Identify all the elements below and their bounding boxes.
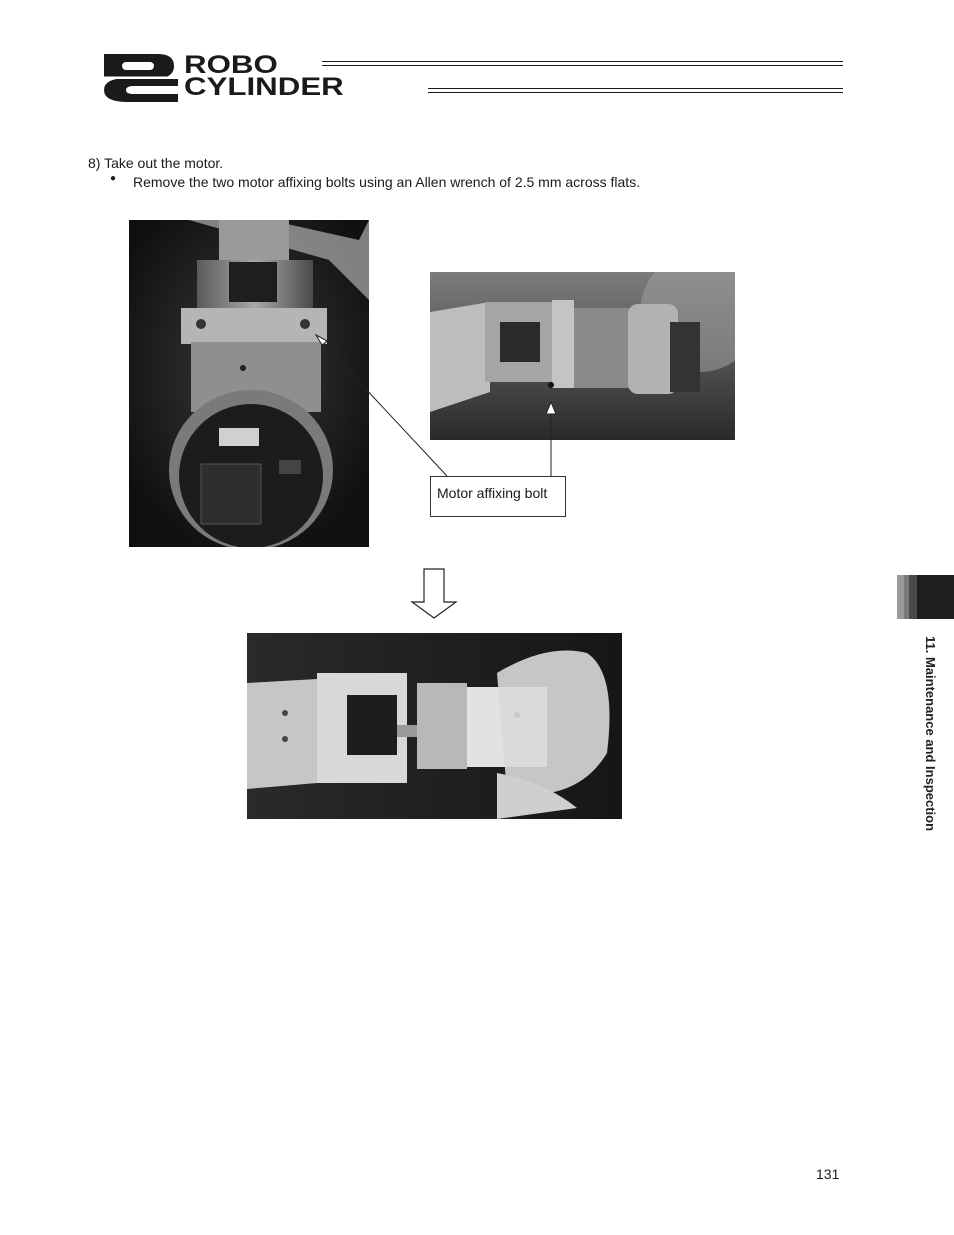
motor-removed-photo [247,633,622,819]
logo-line-cylinder: CYLINDER [184,73,344,101]
callout-box [430,476,566,517]
callout-label: Motor affixing bolt [437,485,548,501]
chapter-side-label [918,636,938,876]
chapter-side-text: 11. Maintenance and Inspection [923,636,938,832]
page-number: 131 [816,1166,840,1182]
chapter-tab [897,575,954,619]
bullet-instruction: Remove the two motor affixing bolts using an Allen wrench of 2.5 mm across flats. [133,174,641,190]
down-arrow-icon [409,568,459,620]
step-heading: 8) Take out the motor. [88,155,224,171]
logo-line-robo: ROBO [184,51,278,79]
bullet-dot-icon: ● [110,173,117,184]
